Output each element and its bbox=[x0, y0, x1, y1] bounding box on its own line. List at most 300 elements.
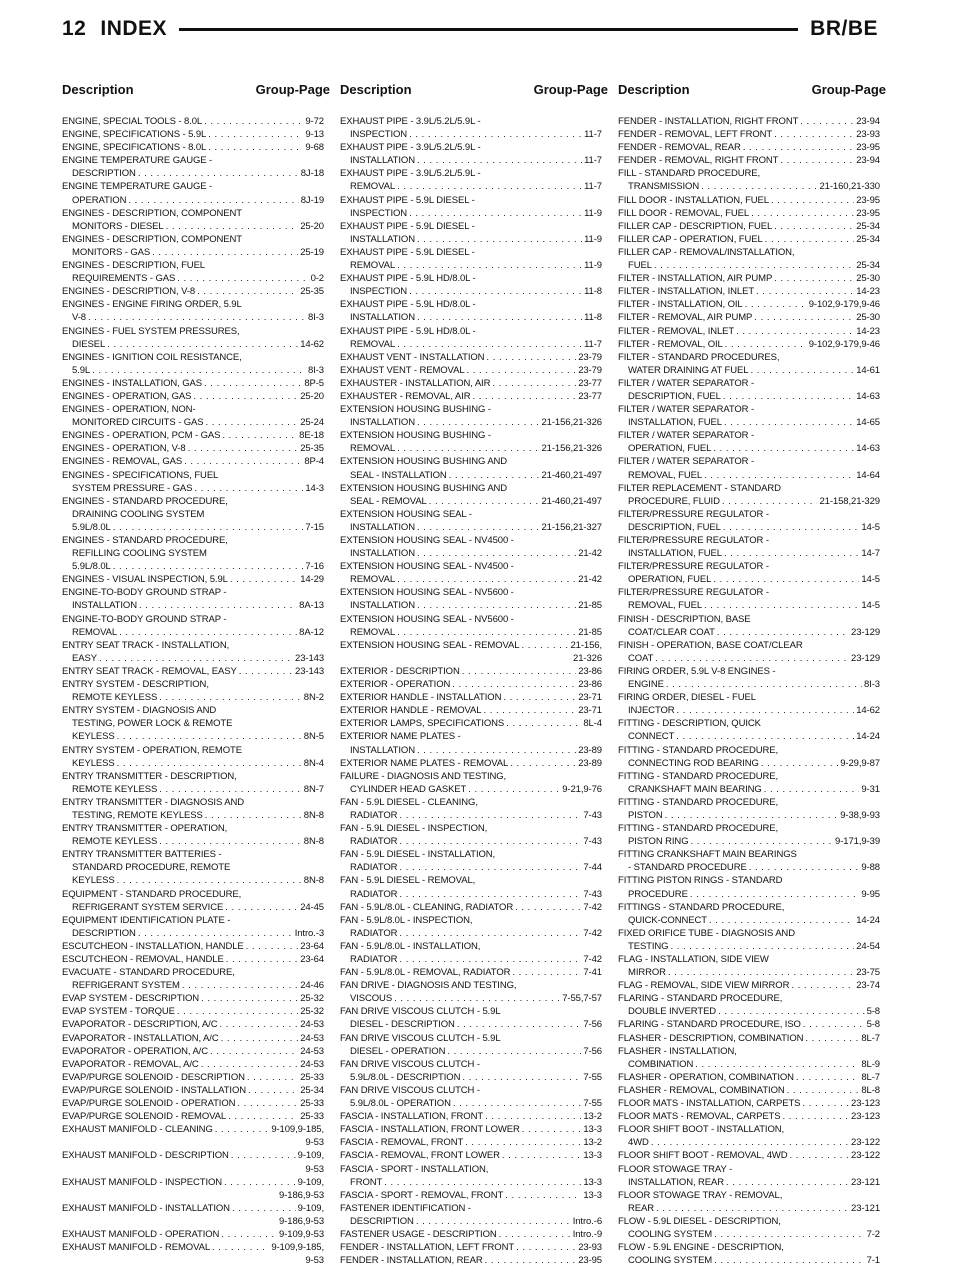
index-entry bbox=[618, 377, 880, 403]
entry-description: FLASHER - OPERATION, COMBINATION bbox=[618, 1071, 794, 1083]
index-entry bbox=[62, 285, 324, 298]
dot-leader bbox=[765, 233, 855, 246]
entry-description: FASCIA - REMOVAL, FRONT LOWER bbox=[340, 1150, 500, 1162]
index-entry bbox=[340, 1084, 602, 1110]
index-entry bbox=[618, 992, 880, 1018]
entry-page-reference: 8P-5 bbox=[304, 377, 324, 389]
entry-description: 5.9L/8.0L bbox=[72, 561, 111, 573]
entry-description: INSTALLATION bbox=[350, 600, 415, 612]
dot-leader bbox=[654, 259, 854, 272]
header-rule bbox=[179, 28, 798, 31]
entry-description: ENGINE-TO-BODY GROUND STRAP - bbox=[62, 613, 227, 625]
entry-description: FILTER/PRESSURE REGULATOR - bbox=[618, 587, 769, 599]
entry-page-reference: 24-53 bbox=[300, 1019, 324, 1031]
entry-page-reference: 23-121 bbox=[851, 1176, 880, 1188]
entry-description: FRONT bbox=[350, 1176, 383, 1188]
entry-description: RADIATOR bbox=[350, 927, 398, 939]
index-entry bbox=[62, 1202, 324, 1228]
entry-description: FLOOR STOWAGE TRAY - bbox=[618, 1163, 733, 1175]
entry-page-reference: 23-74 bbox=[856, 980, 880, 992]
entry-description: ENGINES - IGNITION COIL RESISTANCE, bbox=[62, 351, 242, 363]
dot-leader bbox=[208, 141, 303, 154]
entry-description: EVAP/PURGE SOLENOID - REMOVAL bbox=[62, 1111, 227, 1123]
entry-page-reference: 8I-3 bbox=[864, 679, 880, 691]
entry-page-reference: 23-86 bbox=[578, 679, 602, 691]
dot-leader bbox=[743, 141, 854, 154]
dot-leader bbox=[749, 861, 860, 874]
entry-page-reference: 21-460,21-497 bbox=[541, 495, 602, 507]
dot-leader bbox=[510, 757, 576, 770]
dot-leader bbox=[177, 272, 308, 285]
index-entry bbox=[62, 495, 324, 534]
dot-leader bbox=[225, 901, 298, 914]
dot-leader bbox=[201, 1058, 298, 1071]
dot-leader bbox=[666, 678, 862, 691]
index-entry bbox=[618, 665, 880, 691]
index-entry bbox=[62, 115, 324, 128]
index-entry bbox=[340, 665, 602, 678]
dot-leader bbox=[177, 1005, 298, 1018]
entry-description: EXTERIOR - DESCRIPTION bbox=[340, 665, 460, 677]
entry-description: FLOOR MATS - REMOVAL, CARPETS bbox=[618, 1111, 781, 1123]
entry-description: FILTER / WATER SEPARATOR - bbox=[618, 404, 755, 416]
entry-description: FENDER - REMOVAL, REAR bbox=[618, 142, 741, 154]
entry-description: ENGINE, SPECIFICATIONS - 5.9L bbox=[62, 129, 207, 141]
entry-page-reference: 25-34 bbox=[300, 1084, 324, 1096]
entry-page-reference: 8N-8 bbox=[303, 809, 324, 821]
entry-page-reference: 23-129 bbox=[851, 626, 880, 638]
dot-leader bbox=[246, 940, 299, 953]
index-entry bbox=[340, 364, 602, 377]
entry-page-reference: 9-109, bbox=[297, 1176, 324, 1188]
index-title: INDEX bbox=[100, 17, 168, 40]
dot-leader bbox=[714, 1228, 864, 1241]
dot-leader bbox=[485, 1254, 577, 1267]
entry-page-reference: 23-75 bbox=[856, 967, 880, 979]
index-entry bbox=[62, 429, 324, 442]
entry-page-reference: 11-7 bbox=[584, 129, 602, 141]
entry-description: - STANDARD PROCEDURE bbox=[628, 862, 747, 874]
entry-page-reference: 24-46 bbox=[300, 980, 324, 992]
entry-description: EXHAUST MANIFOLD - CLEANING bbox=[62, 1124, 213, 1136]
dot-leader bbox=[237, 1097, 298, 1110]
index-entry bbox=[340, 1110, 602, 1123]
index-entry bbox=[62, 469, 324, 495]
index-entry bbox=[618, 194, 880, 207]
entry-description: EVAP SYSTEM - DESCRIPTION bbox=[62, 993, 200, 1005]
dot-leader bbox=[780, 154, 854, 167]
dot-leader bbox=[761, 757, 838, 770]
entry-description: FAN - 5.9L/8.0L - REMOVAL, RADIATOR bbox=[340, 967, 511, 979]
index-entry bbox=[618, 154, 880, 167]
entry-page-reference: 9-68 bbox=[305, 142, 324, 154]
index-entry bbox=[618, 1018, 880, 1031]
dot-leader bbox=[704, 599, 859, 612]
entry-description: FENDER - REMOVAL, RIGHT FRONT bbox=[618, 155, 779, 167]
index-entry bbox=[618, 1032, 880, 1045]
index-entry bbox=[62, 180, 324, 206]
entry-description: ENGINES - REMOVAL, GAS bbox=[62, 456, 183, 468]
dot-leader bbox=[690, 835, 833, 848]
dot-leader bbox=[656, 1202, 849, 1215]
dot-leader bbox=[99, 652, 293, 665]
entry-description: FLOW - 5.9L ENGINE - DESCRIPTION, bbox=[618, 1242, 784, 1254]
entry-description: TESTING, REMOTE KEYLESS bbox=[72, 809, 203, 821]
entry-description: FAN DRIVE VISCOUS CLUTCH - 5.9L bbox=[340, 1006, 501, 1018]
dot-leader bbox=[717, 626, 849, 639]
entry-description: ENTRY SYSTEM - DESCRIPTION, bbox=[62, 679, 209, 691]
entry-page-reference: 23-86 bbox=[578, 665, 602, 677]
entry-page-reference: 14-64 bbox=[856, 469, 880, 481]
dot-leader bbox=[215, 1123, 270, 1136]
entry-description: DESCRIPTION, FUEL bbox=[628, 390, 721, 402]
dot-leader bbox=[212, 1241, 269, 1254]
dot-leader bbox=[701, 180, 817, 193]
index-entry bbox=[618, 717, 880, 743]
entry-page-reference: 14-3 bbox=[305, 482, 324, 494]
entry-description: FITTING PISTON RINGS - STANDARD bbox=[618, 875, 783, 887]
entry-description: INSTALLATION bbox=[350, 417, 415, 429]
entry-description: FITTING - STANDARD PROCEDURE, bbox=[618, 796, 779, 808]
entry-page-reference: 21-156,21-326 bbox=[541, 417, 602, 429]
entry-description: EXTERIOR NAME PLATES - REMOVAL bbox=[340, 757, 509, 769]
entry-page-reference: 8L-4 bbox=[583, 718, 602, 730]
dot-leader bbox=[802, 1097, 849, 1110]
index-entry bbox=[62, 914, 324, 940]
entry-description: FILTER - REMOVAL, AIR PUMP bbox=[618, 312, 753, 324]
entry-description: EXTENSION HOUSING SEAL - NV4500 - bbox=[340, 535, 514, 546]
entry-page-reference: 7-43 bbox=[583, 809, 602, 821]
index-entry bbox=[62, 455, 324, 468]
entry-description: STANDARD PROCEDURE, REMOTE bbox=[72, 862, 231, 874]
entry-page-reference: 14-63 bbox=[856, 390, 880, 402]
index-entry bbox=[340, 874, 602, 900]
entry-page-reference: 8I-3 bbox=[308, 312, 324, 324]
entry-page-reference: 8A-12 bbox=[299, 626, 324, 638]
index-entry bbox=[62, 744, 324, 770]
index-entry bbox=[340, 377, 602, 390]
entry-description: FINISH - OPERATION, BASE COAT/CLEAR bbox=[618, 639, 803, 651]
dot-leader bbox=[397, 338, 582, 351]
entry-description: DRAINING COOLING SYSTEM bbox=[72, 508, 205, 520]
entry-page-reference: 23-71 bbox=[578, 705, 602, 717]
index-entry bbox=[340, 1202, 602, 1228]
entry-description: FIRING ORDER, 5.9L V-8 ENGINES - bbox=[618, 665, 776, 677]
index-entry bbox=[340, 979, 602, 1005]
entry-description: COAT bbox=[628, 652, 654, 664]
index-entry bbox=[62, 665, 324, 678]
entry-description: FILTER - REMOVAL, INLET bbox=[618, 325, 735, 337]
dot-leader bbox=[467, 364, 577, 377]
entry-page-reference-continued: 21-326 bbox=[573, 652, 602, 664]
dot-leader bbox=[159, 835, 302, 848]
index-entry bbox=[618, 285, 880, 298]
entry-page-reference: 25-35 bbox=[300, 443, 324, 455]
entry-description: EVAP/PURGE SOLENOID - INSTALLATION bbox=[62, 1084, 247, 1096]
entry-page-reference: 14-63 bbox=[856, 443, 880, 455]
entry-description: REAR bbox=[628, 1202, 654, 1214]
index-entry bbox=[62, 534, 324, 573]
entry-description: FILTER / WATER SEPARATOR - bbox=[618, 377, 755, 389]
index-entry bbox=[62, 888, 324, 914]
dot-leader bbox=[117, 757, 302, 770]
entry-page-reference: 9-21,9-76 bbox=[562, 783, 602, 795]
index-entry bbox=[62, 1058, 324, 1071]
entry-description: REFRIGERANT SYSTEM SERVICE bbox=[72, 901, 224, 913]
dot-leader bbox=[117, 874, 302, 887]
index-entry bbox=[618, 1163, 880, 1189]
entry-description: EXTENSION HOUSING BUSHING - bbox=[340, 430, 491, 442]
index-entry bbox=[618, 1215, 880, 1241]
entry-description: EVAPORATOR - OPERATION, A/C bbox=[62, 1045, 208, 1057]
entry-description: ENGINES - DESCRIPTION, FUEL bbox=[62, 260, 205, 272]
index-entry bbox=[340, 1241, 602, 1254]
index-entry bbox=[62, 1071, 324, 1084]
index-entry bbox=[340, 1254, 602, 1267]
entry-description: INSTALLATION, FUEL bbox=[628, 417, 722, 429]
entry-description: 5.9L bbox=[72, 364, 91, 376]
dot-leader bbox=[159, 783, 302, 796]
entry-page-reference: 25-32 bbox=[300, 1006, 324, 1018]
entry-page-reference: 23-121 bbox=[851, 1202, 880, 1214]
entry-description: EXHAUST PIPE - 5.9L HD/8.0L - bbox=[340, 273, 476, 285]
dot-leader bbox=[416, 1215, 571, 1228]
entry-page-reference: 23-143 bbox=[295, 652, 324, 664]
index-entry bbox=[62, 848, 324, 887]
entry-page-reference: 14-62 bbox=[300, 338, 324, 350]
dot-leader bbox=[128, 194, 298, 207]
dot-leader bbox=[771, 194, 854, 207]
dot-leader bbox=[138, 167, 299, 180]
entry-page-reference: 23-89 bbox=[578, 744, 602, 756]
index-entry bbox=[62, 1045, 324, 1058]
entry-description: 5.9L/8.0L bbox=[72, 521, 111, 533]
dot-leader bbox=[113, 560, 304, 573]
index-entry bbox=[340, 770, 602, 796]
dot-leader bbox=[725, 338, 807, 351]
entry-description: EXTENSION HOUSING BUSHING AND bbox=[340, 482, 508, 494]
entry-description: ENGINE, SPECIFICATIONS - 8.0L bbox=[62, 142, 207, 154]
index-entry bbox=[340, 115, 602, 141]
index-entry bbox=[62, 1084, 324, 1097]
entry-description: FLASHER - DESCRIPTION, COMBINATION bbox=[618, 1032, 804, 1044]
entry-page-reference: 8N-7 bbox=[303, 783, 324, 795]
dot-leader bbox=[399, 953, 581, 966]
entry-page-reference: 25-33 bbox=[300, 1098, 324, 1110]
entry-description: FLOOR MATS - INSTALLATION, CARPETS bbox=[618, 1098, 801, 1110]
entry-description: EQUIPMENT - STANDARD PROCEDURE, bbox=[62, 888, 242, 900]
entry-description: EXTENSION HOUSING SEAL - bbox=[340, 508, 472, 520]
dot-leader bbox=[399, 835, 581, 848]
dot-leader bbox=[204, 377, 302, 390]
entry-page-reference: 8J-19 bbox=[300, 194, 324, 206]
entry-description: EASY bbox=[72, 652, 97, 664]
entry-page-reference: 14-65 bbox=[856, 417, 880, 429]
entry-description: EXTENSION HOUSING SEAL - NV4500 - bbox=[340, 561, 514, 573]
entry-page-reference: 9-102,9-179,9-46 bbox=[808, 299, 880, 311]
index-entry bbox=[340, 730, 602, 756]
index-entry bbox=[62, 1018, 324, 1031]
dot-leader bbox=[521, 639, 568, 652]
dot-leader bbox=[210, 1045, 298, 1058]
index-entry bbox=[618, 1189, 880, 1215]
index-entry bbox=[62, 639, 324, 665]
entry-description: ENTRY SYSTEM - OPERATION, REMOTE bbox=[62, 744, 242, 756]
dot-leader bbox=[670, 940, 854, 953]
entry-page-reference: 21-42 bbox=[578, 548, 602, 560]
entry-description: EQUIPMENT IDENTIFICATION PLATE - bbox=[62, 914, 231, 926]
entry-page-reference: 8A-13 bbox=[299, 600, 324, 612]
index-entry bbox=[340, 586, 602, 612]
entry-page-reference: Intro.-9 bbox=[572, 1228, 602, 1240]
index-entry bbox=[618, 1084, 880, 1097]
entry-description: ENGINES - INSTALLATION, GAS bbox=[62, 377, 203, 389]
dot-leader bbox=[117, 730, 302, 743]
entry-page-reference: 11-8 bbox=[584, 286, 602, 298]
entry-description: ENGINES - STANDARD PROCEDURE, bbox=[62, 495, 228, 507]
entry-description: FAN - 5.9L/8.0L - INSPECTION, bbox=[340, 914, 473, 926]
entry-description: EXHAUST PIPE - 3.9L/5.2L/5.9L - bbox=[340, 116, 481, 127]
entry-page-reference: 9-13 bbox=[305, 129, 324, 141]
entry-description: OPERATION bbox=[72, 194, 127, 206]
index-entry bbox=[340, 325, 602, 351]
index-entry bbox=[340, 966, 602, 979]
dot-leader bbox=[417, 416, 540, 429]
entry-page-reference: 11-9 bbox=[584, 233, 602, 245]
index-entry bbox=[340, 1149, 602, 1162]
entry-page-reference: Intro.-6 bbox=[572, 1215, 602, 1227]
index-entry bbox=[618, 272, 880, 285]
dot-leader bbox=[736, 325, 854, 338]
entry-description: CRANKSHAFT MAIN BEARING bbox=[628, 783, 762, 795]
entry-description: INJECTOR bbox=[628, 705, 675, 717]
entry-description: FASCIA - INSTALLATION, FRONT LOWER bbox=[340, 1124, 520, 1136]
index-entry bbox=[62, 207, 324, 233]
dot-leader bbox=[226, 953, 298, 966]
entry-description: FAN DRIVE - DIAGNOSIS AND TESTING, bbox=[340, 980, 517, 992]
index-entry bbox=[618, 1097, 880, 1110]
entry-description: TESTING bbox=[628, 940, 669, 952]
dot-leader bbox=[138, 927, 293, 940]
entry-description: ENGINES - OPERATION, NON- bbox=[62, 404, 196, 416]
entry-page-reference: 25-30 bbox=[856, 273, 880, 285]
dot-leader bbox=[453, 1097, 582, 1110]
entry-description: CYLINDER HEAD GASKET bbox=[350, 783, 467, 795]
entry-description: FLASHER - REMOVAL, COMBINATION bbox=[618, 1084, 785, 1096]
entry-page-reference: 23-95 bbox=[856, 142, 880, 154]
dot-leader bbox=[512, 966, 581, 979]
entry-page-reference: 8N-8 bbox=[303, 875, 324, 887]
entry-description: FENDER - INSTALLATION, REAR bbox=[340, 1255, 483, 1267]
dot-leader bbox=[224, 1176, 296, 1189]
index-entry bbox=[62, 351, 324, 377]
index-entry bbox=[62, 325, 324, 351]
index-entry bbox=[618, 1149, 880, 1162]
entry-page-reference: 14-5 bbox=[861, 600, 880, 612]
entry-description: FAILURE - DIAGNOSIS AND TESTING, bbox=[340, 770, 507, 782]
entry-description: COMBINATION bbox=[628, 1058, 694, 1070]
index-entry bbox=[62, 403, 324, 429]
dot-leader bbox=[774, 128, 854, 141]
entry-page-reference-continued: 9-53 bbox=[305, 1255, 324, 1267]
entry-description: FILTER / WATER SEPARATOR - bbox=[618, 430, 755, 442]
entry-page-reference: 7-1 bbox=[866, 1255, 880, 1267]
entry-page-reference: 14-23 bbox=[856, 325, 880, 337]
entry-description: VISCOUS bbox=[350, 993, 393, 1005]
index-entry bbox=[618, 744, 880, 770]
entry-description: MONITORS - GAS bbox=[72, 246, 151, 258]
entry-description: FILLER CAP - REMOVAL/INSTALLATION, bbox=[618, 246, 795, 258]
dot-leader bbox=[723, 521, 860, 534]
entry-description: INSTALLATION bbox=[350, 233, 415, 245]
entry-description: EXHAUST PIPE - 5.9L HD/8.0L - bbox=[340, 299, 476, 311]
entry-description: FENDER - INSTALLATION, LEFT FRONT bbox=[340, 1242, 515, 1254]
entry-description: KEYLESS bbox=[72, 875, 115, 887]
entry-page-reference: 13-3 bbox=[583, 1150, 602, 1162]
entry-description: INSPECTION bbox=[350, 129, 408, 141]
dot-leader bbox=[713, 573, 859, 586]
entry-page-reference: 7-43 bbox=[583, 836, 602, 848]
entry-description: MONITORED CIRCUITS - GAS bbox=[72, 417, 204, 429]
entry-description: INSTALLATION bbox=[350, 312, 415, 324]
entry-description: DESCRIPTION, FUEL bbox=[628, 521, 721, 533]
entry-page-reference: 9-88 bbox=[861, 862, 880, 874]
entry-description: OPERATION, FUEL bbox=[628, 443, 712, 455]
index-entry bbox=[62, 1110, 324, 1123]
entry-description: EXHAUST MANIFOLD - DESCRIPTION bbox=[62, 1150, 229, 1162]
entry-description: DESCRIPTION bbox=[72, 168, 136, 180]
dot-leader bbox=[88, 311, 306, 324]
entry-page-reference: 5-8 bbox=[866, 1006, 880, 1018]
entry-page-reference: 7-42 bbox=[583, 901, 602, 913]
index-entry bbox=[62, 678, 324, 704]
entry-page-reference: 23-123 bbox=[851, 1111, 880, 1123]
entry-page-reference: 8P-4 bbox=[304, 456, 324, 468]
index-entry bbox=[618, 613, 880, 639]
dot-leader bbox=[665, 809, 839, 822]
index-entry bbox=[618, 901, 880, 927]
entry-description: FAN - 5.9L/8.0L - CLEANING, RADIATOR bbox=[340, 901, 514, 913]
dot-leader bbox=[750, 364, 854, 377]
entry-description: ENTRY TRANSMITTER - DESCRIPTION, bbox=[62, 770, 237, 782]
entry-description: FAN - 5.9L DIESEL - REMOVAL, bbox=[340, 875, 476, 887]
entry-page-reference: 23-123 bbox=[851, 1098, 880, 1110]
entry-description: EXTERIOR HANDLE - REMOVAL bbox=[340, 705, 482, 717]
entry-description: EXHAUSTER - REMOVAL, AIR bbox=[340, 390, 471, 402]
entry-description: FAN - 5.9L DIESEL - CLEANING, bbox=[340, 796, 478, 808]
entry-page-reference: 25-34 bbox=[856, 260, 880, 272]
dot-leader bbox=[465, 1136, 581, 1149]
entry-page-reference: 23-95 bbox=[856, 207, 880, 219]
dot-leader bbox=[722, 495, 818, 508]
entry-description: REMOVAL bbox=[350, 443, 396, 455]
index-entry bbox=[618, 338, 880, 351]
entry-page-reference: 25-34 bbox=[856, 233, 880, 245]
index-entry bbox=[340, 1163, 602, 1189]
entry-page-reference: 0-2 bbox=[310, 273, 324, 285]
entry-description: FILLER CAP - OPERATION, FUEL bbox=[618, 233, 763, 245]
dot-leader bbox=[503, 691, 576, 704]
entry-description: SYSTEM PRESSURE - GAS bbox=[72, 482, 193, 494]
dot-leader bbox=[397, 259, 582, 272]
entry-description: EVAP SYSTEM - TORQUE bbox=[62, 1006, 175, 1018]
dot-leader bbox=[724, 416, 854, 429]
entry-description: FENDER - REMOVAL, LEFT FRONT bbox=[618, 129, 773, 141]
entry-description: RADIATOR bbox=[350, 836, 398, 848]
entry-description: FLOOR STOWAGE TRAY - REMOVAL, bbox=[618, 1189, 783, 1201]
index-entry bbox=[618, 141, 880, 154]
entry-page-reference: 23-93 bbox=[856, 129, 880, 141]
